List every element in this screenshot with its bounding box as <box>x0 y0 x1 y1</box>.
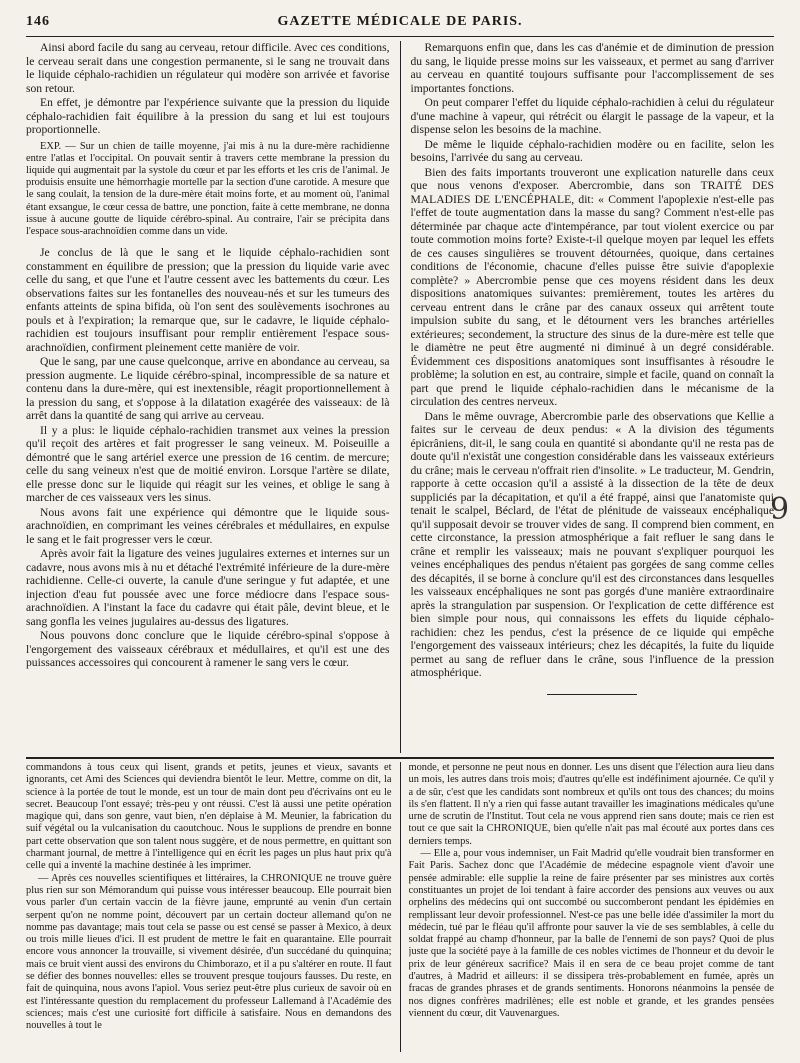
paragraph: Nous avons fait une expérience qui démontre que le liquide sous-arachnoïdien, en comprimant les veines cérébrales et médullaires, en expulse le sang et le fait progresser vers le cœur. <box>26 505 390 546</box>
handwritten-margin-note: 9 <box>770 492 790 527</box>
header-rule <box>26 36 774 37</box>
paragraph: — Après ces nouvelles scientifiques et littéraires, la CHRONIQUE ne trouve guère plus rien sur son Mémorandum qui puisse vous intéresser beaucoup. Elle pourrait bien vous parler d'un certain vaccin de la fièvre jaune, emprunté au venin d'un certain serpent qu'on ne nomme point, découvert par un certain docteur allemand qu'on ne nomme pas davantage; mais tout cela se passe ou est censé se passer à Mexico, à deux ou trois mille lieues d'ici. Il est prudent de mettre le fait en quarantaine. Elle pourrait encore vous annoncer la trouvaille, si vivement désirée, d'un succédané du quinquina; mais ce bruit vient aussi des environs du Chimborazo, et il a pu s'altérer en route. Il faut se défier des bonnes nouvelles: elles se trouvent presque toujours fausses. Du reste, en fait de quinquina, nous avons l'apiol. Vous seriez peut-être plus curieux de savoir où en est l'intéressante question du remplacement du professeur Lallemand à l'Académie des sciences; mais c'est une curiosité fort difficile à satisfaire. Nous en demandons des nouvelles à tout le <box>26 872 392 1032</box>
column-divider <box>400 41 401 753</box>
journal-title: GAZETTE MÉDICALE DE PARIS. <box>277 14 523 29</box>
paragraph: De même le liquide céphalo-rachidien modère ou en facilite, selon les besoins, l'arrivée du sang au cerveau. <box>410 137 774 164</box>
paragraph: commandons à tous ceux qui lisent, grands et petits, jeunes et vieux, savants et ignorants, cet Ami des Sciences qui deviendra bientôt le leur. Mettre, comme on dit, la science à la portée de tout le monde, est un tour de main dont peu d'écrivains ont eu le secret. Beaucoup l'ont essayé; très-peu y ont réussi. C'est là aussi une petite opération magique qui, dans son genre, vaut bien, n'en déplaise à M. Meunier, la fabrication du suif végétal ou la vulcanisation du caoutchouc. Nous le supplions de prendre en bonne part cette observation que son talent nous suggère, et de nous permettre, en quittant son charmant journal, de mettre à l'intelligence qui en écrit les pages un plus haut prix qu'à celle qui a inventé la machine destinée à les imprimer. <box>26 762 392 872</box>
left-column <box>26 41 390 753</box>
experiment-note: EXP. — Sur un chien de taille moyenne, j'ai mis à nu la dure-mère rachidienne entre l'atlas et l'occipital. On pouvait sentir à travers cette membrane la pression du liquide qui augmentait par la systole du cœur et par les efforts et les cris de l'animal. Je produisis ensuite une hémorrhagie mortelle par la section d'une carotide. A mesure que le sang coulait, la tension de la dure-mère était moins forte, et au moment où, l'animal étant exsangue, le cœur cessa de battre, une ponction, faite à cette membrane, ne donna issue à aucune goutte de liquide cérébro-spinal. Au contraire, l'air se précipita dans l'espace sous-arachnoïdien comme dans un vide. <box>26 140 390 237</box>
right-column <box>411 41 775 753</box>
paragraph: Ainsi abord facile du sang au cerveau, retour difficile. Avec ces conditions, le cerveau serait dans une congestion permanente, si le sang ne trouvait dans le liquide céphalo-rachidien un régulateur qui modère son arrivée et favorise son retour. <box>26 41 390 95</box>
paragraph: — Elle a, pour vous indemniser, un Fait Madrid qu'elle voudrait bien transformer en Fait Paris. Sachez donc que l'Académie de médecine espagnole vient d'avoir une pensée admirable: elle supplie la reine de faire présenter par ses ministres aux cortès constituantes un projet de loi tendant à faire accorder des pensions aux veuves ou aux orphelins des médecins qui ont succombé ou succomberont pendant les épidémies en remplissant leur devoir professionnel. N'est-ce pas une belle idée d'assimiler la mort du médecin, tué par le fléau qu'il affronte pour sauver la vie de ses semblables, à celle du soldat frappé au champ d'honneur, par la balle de l'ennemi de son pays? Quoi de plus juste que la société paye à la famille de ces nobles victimes de l'honneur et du devoir le prix de leur généreux sacrifice? Mais il en sera de ce beau projet comme de tant d'autres, à Madrid et ailleurs: il se dissipera très-probablement en fumée, après un fracas de grandes phrases et de grands sentiments. Honorons néanmoins la pensée de nos dignes confrères madrilènes; elle est noble et grande, et les grandes pensées viennent du cœur, dit Vauvenargues. <box>408 848 774 1019</box>
feuilleton-right-column <box>409 762 775 1052</box>
feuilleton-section <box>26 762 774 1052</box>
paragraph: Dans le même ouvrage, Abercrombie parle des observations que Kellie a faites sur le cerveau de deux pendus: « A la division des téguments épicrâniens, dit-il, le sang coula en quantité si abondante qu'il ne resta pas de doute qu'il n'existât une congestion considérable dans les vaisseaux extérieurs du crâne; mais le cerveau n'offrait rien d'insolite. » Le traducteur, M. Gendrin, rapporte à cette occasion qu'il a assisté à la dissection de la tête de deux suppliciés par la décapitation, et qu'il a été frappé, ainsi que l'anatomiste qui tenait le scalpel, Béclard, de l'état de plénitude de vaisseaux encéphalique qu'il supposait devoir se trouver vides de sang. Il comprend bien comment, en cette circonstance, la pression atmosphérique a fait refluer le sang dans le crâne et remplir les vaisseaux; mais ne pouvant s'expliquer pourquoi les veines encéphaliques des pendus n'étaient pas gorgées de sang comme celles des décapités, il se borne à conclure qu'il est des circonstances dans lesquelles les vaisseaux encéphaliques ne sont pas gorgés d'une manière extraordinaire après la strangulation par suspension. Or l'explication de cette différence est bien simple pour nous, qui connaissons les effets du liquide céphalo-rachidien: chez les pendus, c'est la présence de ce liquide qui empêche l'engorgement des vaisseaux intérieurs; chez les décapités, la fuite du liquide permet au sang de refluer dans le crâne, sous l'influence de la pression atmosphérique. <box>410 409 774 679</box>
page-number: 146 <box>26 14 50 29</box>
paragraph: Après avoir fait la ligature des veines jugulaires externes et internes sur un cadavre, nous avons mis à nu et détaché l'extrémité inférieure de la dure-mère rachidienne. Celle-ci ouverte, la canule d'une seringue y fut adaptée, et une injection d'eau fut poussée avec une force médiocre dans l'espace sous-arachnoïdien. A l'instant la face du cadavre qui était pâle, devint bleue, et le sang gonfla les veines jugulaires au-dessus des ligatures. <box>26 547 390 628</box>
article-body <box>26 41 774 753</box>
paragraph: Bien des faits importants trouveront une explication naturelle dans ceux que nous venons d'exposer. Abercrombie, dans son TRAITÉ DES MALADIES DE L'ENCÉPHALE, dit: « Comment l'apoplexie n'est-elle pas l'effet de toute augmentation dans la masse du sang? Comment n'est-elle pas déterminée par chaque acte d'intempérance, par tout violent exercice ou par toute commotion moins forte? Existe-t-il quelque moyen par lequel les effets de ces causes singulières se trouvent détournées, quoique, dans certaines conditions de l'économie, chacune d'elles puisse être suivie d'apoplexie complète? » Abercrombie pense que ces moyens résident dans les deux dispositions anatomiques suivantes: premièrement, toutes les artères du cerveau entrent dans le crâne par des canaux osseux qui arrêtent toute impulsion subite du sang, et le détournent vers les branches artérielles extérieures; secondement, la structure des sinus de la dure-mère est telle que le diamètre ne peut être augmenté ni diminué à un degré considérable. Évidemment ces dispositions anatomiques sont insuffisantes à résoudre le problème; la solution en est, au contraire, simple et facile, quand on connaît la part que prend le liquide céphalo-rachidien dans le mécanisme de la circulation des centres nerveux. <box>410 165 774 408</box>
column-divider <box>400 762 401 1052</box>
paragraph: Il y a plus: le liquide céphalo-rachidien transmet aux veines la pression qu'il reçoit des artères et fait progresser le sang veineux. M. Poiseuille a démontré que le sang artériel exerce une pression de 16 centim. de mercure; celle du sang veineux n'est que de moitié environ. Lorsque l'artère se dilate, elle presse donc sur le liquide qui réagit sur les veines, et oblige le sang à marcher de ces vaisseaux vers les sinus. <box>26 423 390 505</box>
paragraph: Nous pouvons donc conclure que le liquide cérébro-spinal s'oppose à l'engorgement des vaisseaux cérébraux et médullaires, et qu'il est une des puissances accessoires qui concourent à ramener le sang vers le cœur. <box>26 629 390 670</box>
paragraph: Que le sang, par une cause quelconque, arrive en abondance au cerveau, sa pression augmente. Le liquide cérébro-spinal, incompressible de sa nature et contenu dans la dure-mère, qui est inextensible, réagit proportionnellement à la pression du sang, et s'oppose à la dilatation exagérée des vaisseaux: de là arrêt dans la quantité de sang qui arrive au cerveau. <box>26 355 390 423</box>
paragraph: En effet, je démontre par l'expérience suivante que la pression du liquide céphalo-rachidien fait équilibre à la pression du sang et lui est toujours proportionnelle. <box>26 96 390 136</box>
feuilleton-left-column <box>26 762 392 1052</box>
paragraph: Je conclus de là que le sang et le liquide céphalo-rachidien sont constamment en équilibre de pression; que la pression du liquide varie avec celle du sang, et que l'une et l'autre cessent avec les battements du cœur. Les observations faites sur les fontanelles des nouveau-nés et sur les tumeurs des enfants atteints de spina bifida, où l'on sent des soulèvements isochrones au pouls et à l'expiration; la remarque que, sur le cadavre, le liquide céphalo-rachidien est toujours insuffisant pour remplir entièrement l'espace sous-arachnoïdien, confirment pleinement cette manière de voir. <box>26 246 390 354</box>
page-header <box>26 14 774 34</box>
paragraph: Remarquons enfin que, dans les cas d'anémie et de diminution de pression du sang, le liquide presse moins sur les vaisseaux, et permet au sang d'arriver au cerveau en quantité toujours suffisante pour l'accomplissement de ses importantes fonctions. <box>410 41 774 95</box>
paragraph: monde, et personne ne peut nous en donner. Les uns disent que l'élection aura lieu dans un mois, les autres dans trois mois; d'autres qu'elle est indéfiniment ajournée. Ce qu'il y a de sûr, c'est que les candidats sont nombreux et qu'ils ont tous des chances; du moins ils s'en flattent. Il n'y a rien qui fasse autant travailler les imaginations médicales qu'une urne de scrutin de l'Institut. Tout cela ne vous apprend rien sans doute; mais ce rien est tout ce que sait la CHRONIQUE, bien qu'elle n'ait pas mal écouté aux portes dans ces derniers temps. <box>408 762 774 847</box>
article-end-rule <box>547 694 637 695</box>
paragraph: On peut comparer l'effet du liquide céphalo-rachidien à celui du régulateur d'une machine à vapeur, qui rétrécit ou élargit le passage de la vapeur, et la dispense selon les besoins de la machine. <box>410 96 774 136</box>
feuilleton-rule <box>26 757 774 759</box>
